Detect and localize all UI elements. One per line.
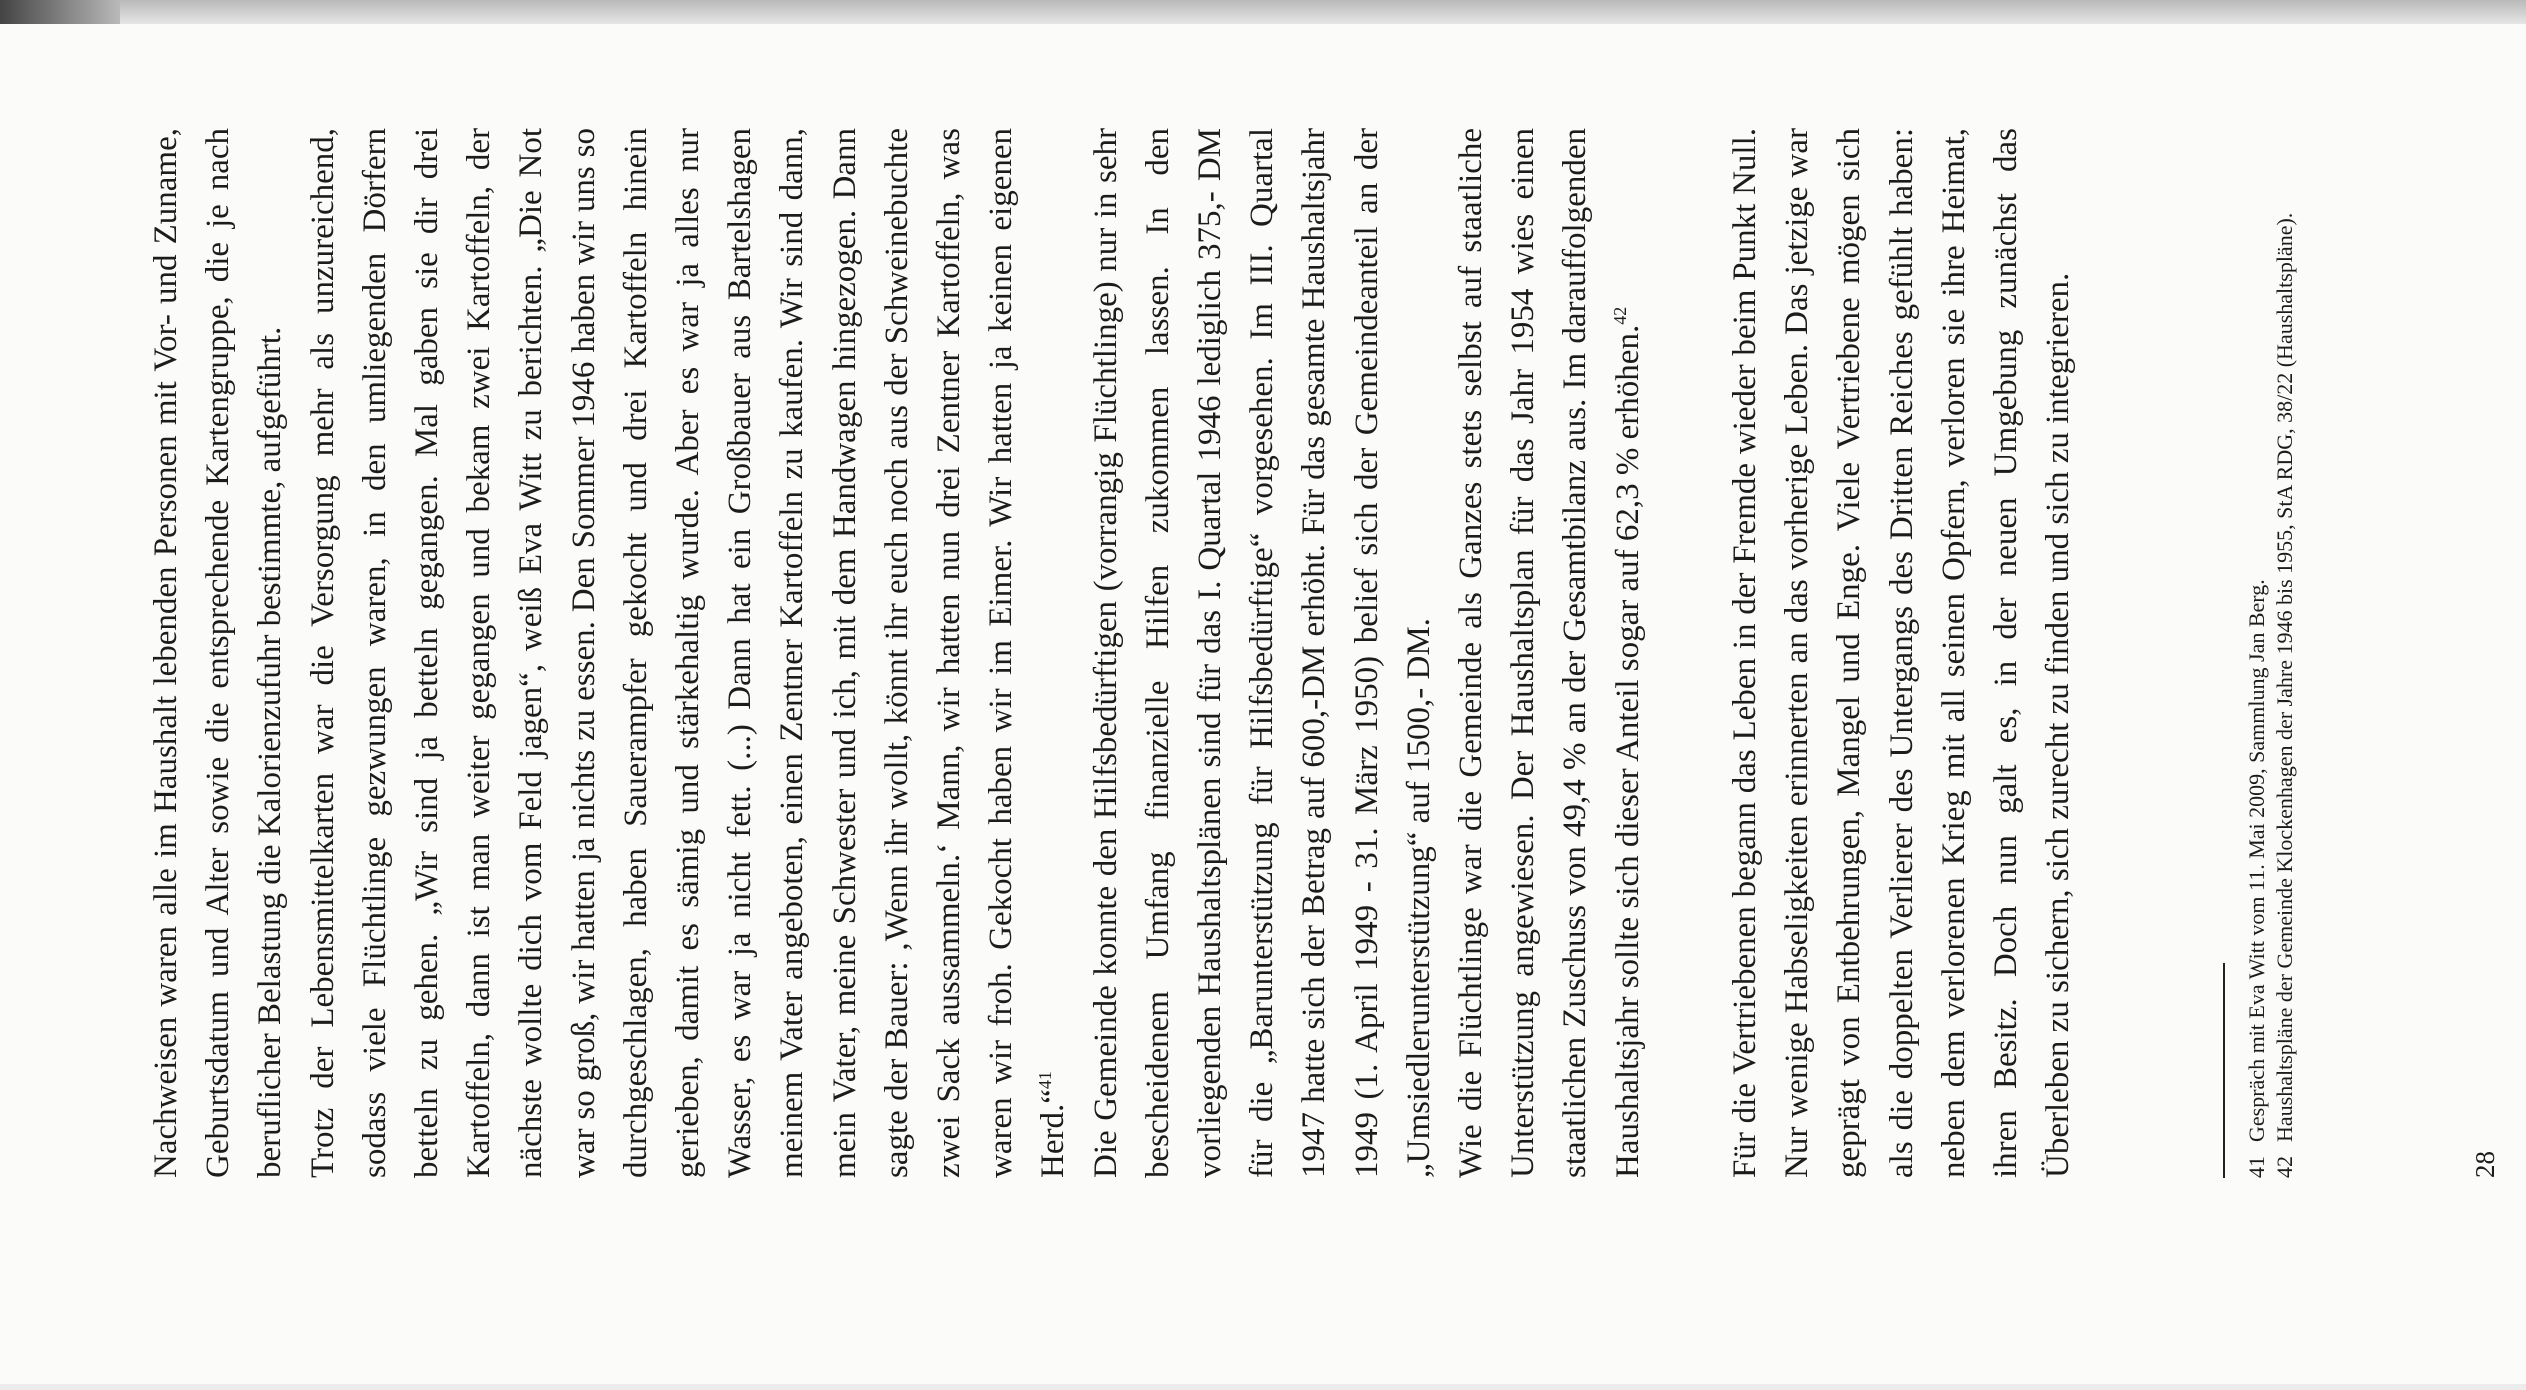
footnote-divider bbox=[2223, 963, 2225, 1178]
scan-bottom-edge bbox=[0, 1384, 2526, 1390]
footnote-42 bbox=[2271, 128, 2299, 1178]
footnote-text: Haushaltspläne der Gemeinde Klockenhagen der Jahre 1946 bis 1955, StA RDG, 38/22 (Haushaltspläne). bbox=[2272, 212, 2297, 1142]
paragraph-4-text: Wie die Flüchtlinge war die Gemeinde als Ganzes stets selbst auf staatliche Unterstützung angewiesen. Der Haushaltsplan für das Jahr 1954 wies einen staatlichen Zuschuss von 49,4 % an der Gesamtbilanz aus. Im darauffolgenden Haushaltsjahr sollte sich dieser Anteil sogar auf 62,3 % erhöhen. bbox=[1453, 128, 1646, 1178]
page-number: 28 bbox=[2470, 1151, 2500, 1178]
footnote-text: Gespräch mit Eva Witt vom 11. Mai 2009, Sammlung Jan Berg. bbox=[2244, 579, 2269, 1142]
footnote-ref-42: 42 bbox=[1609, 306, 1630, 325]
footnote-41 bbox=[2243, 128, 2271, 1178]
footnote-number: 42 bbox=[2272, 1156, 2297, 1178]
paragraph-3: Die Gemeinde konnte den Hilfsbedürftigen (vorrangig Flüchtlinge) nur in sehr bescheidenem Umfang finanzielle Hilfen zukommen lassen. In den vorliegenden Haushaltsplänen sind für das I. Quartal 1946 lediglich 375,- DM für die „Barunterstützung für Hilfsbedürftige“ vorgesehen. Im III. Quartal 1947 hatte sich der Betrag auf 600,-DM erhöht. Für das gesamte Haushaltsjahr 1949 (1. April 1949 - 31. März 1950) belief sich der Gemeindeanteil an der „Umsiedlerunterstützung“ auf 1500,- DM. bbox=[1087, 128, 1437, 1178]
paragraph-5: Für die Vertriebenen begann das Leben in der Fremde wieder beim Punkt Null. Nur wenige Habseligkeiten erinnerten an das vorherige Leben. Das jetzige war geprägt von Entbehrungen, Mangel und Enge. Viele Vertriebene mögen sich als die doppelten Verlierer des Untergangs des Dritten Reiches gefühlt haben: neben dem verlorenen Krieg mit all seinen Opfern, verloren sie ihre Heimat, ihren Besitz. Doch nun galt es, in der neuen Umgebung zunächst das Überleben zu sichern, sich zurecht zu finden und sich zu integrieren. bbox=[1726, 128, 2077, 1178]
paragraph-1: Nachweisen waren alle im Haushalt lebenden Personen mit Vor- und Zuname, Geburtsdatum und Alter sowie die entsprechende Kartengruppe, die je nach beruflicher Belastung die Kalorienzufuhr bestimmte, aufgeführt. bbox=[148, 128, 289, 1178]
footnote-number: 41 bbox=[2244, 1156, 2269, 1178]
paragraph-2 bbox=[297, 128, 1080, 1178]
body-text bbox=[140, 128, 2084, 1178]
paragraph-4 bbox=[1445, 128, 1654, 1178]
paragraph-gap bbox=[1654, 128, 1719, 1178]
footnote-ref-41: 41 bbox=[1035, 1071, 1056, 1090]
footnotes bbox=[2243, 128, 2299, 1178]
paragraph-2-text: Trotz der Lebensmittelkarten war die Versorgung mehr als unzureichend, sodass viele Flüchtlinge gezwungen waren, in den umliegenden Dörfern betteln zu gehen. „Wir sind ja betteln gegangen. Mal gaben sie dir drei Kartoffeln, dann ist man weiter gegangen und bekam zwei Kartoffeln, der nächste wollte dich vom Feld jagen“, weiß Eva Witt zu berichten. „Die Not war so groß, wir hatten ja nichts zu essen. Den Sommer 1946 haben wir uns so durchgeschlagen, haben Sauerampfer gekocht und drei Kartoffeln hinein gerieben, damit es sämig und stärkehaltig wurde. Aber es war ja alles nur Wasser, es war ja nicht fett. (...) Dann hat ein Großbauer aus Bartelshagen meinem Vater angeboten, einen Zentner Kartoffeln zu kaufen. Wir sind dann, mein Vater, meine Schwester und ich, mit dem Handwagen hingezogen. Dann sagte der Bauer: ‚Wenn ihr wollt, könnt ihr euch noch aus der Schweinebuchte zwei Sack aussammeln.‘ Mann, wir hatten nun drei Zentner Kartoffeln, was waren wir froh. Gekocht haben wir im Eimer. Wir hatten ja keinen eigenen Herd.“ bbox=[304, 128, 1072, 1178]
